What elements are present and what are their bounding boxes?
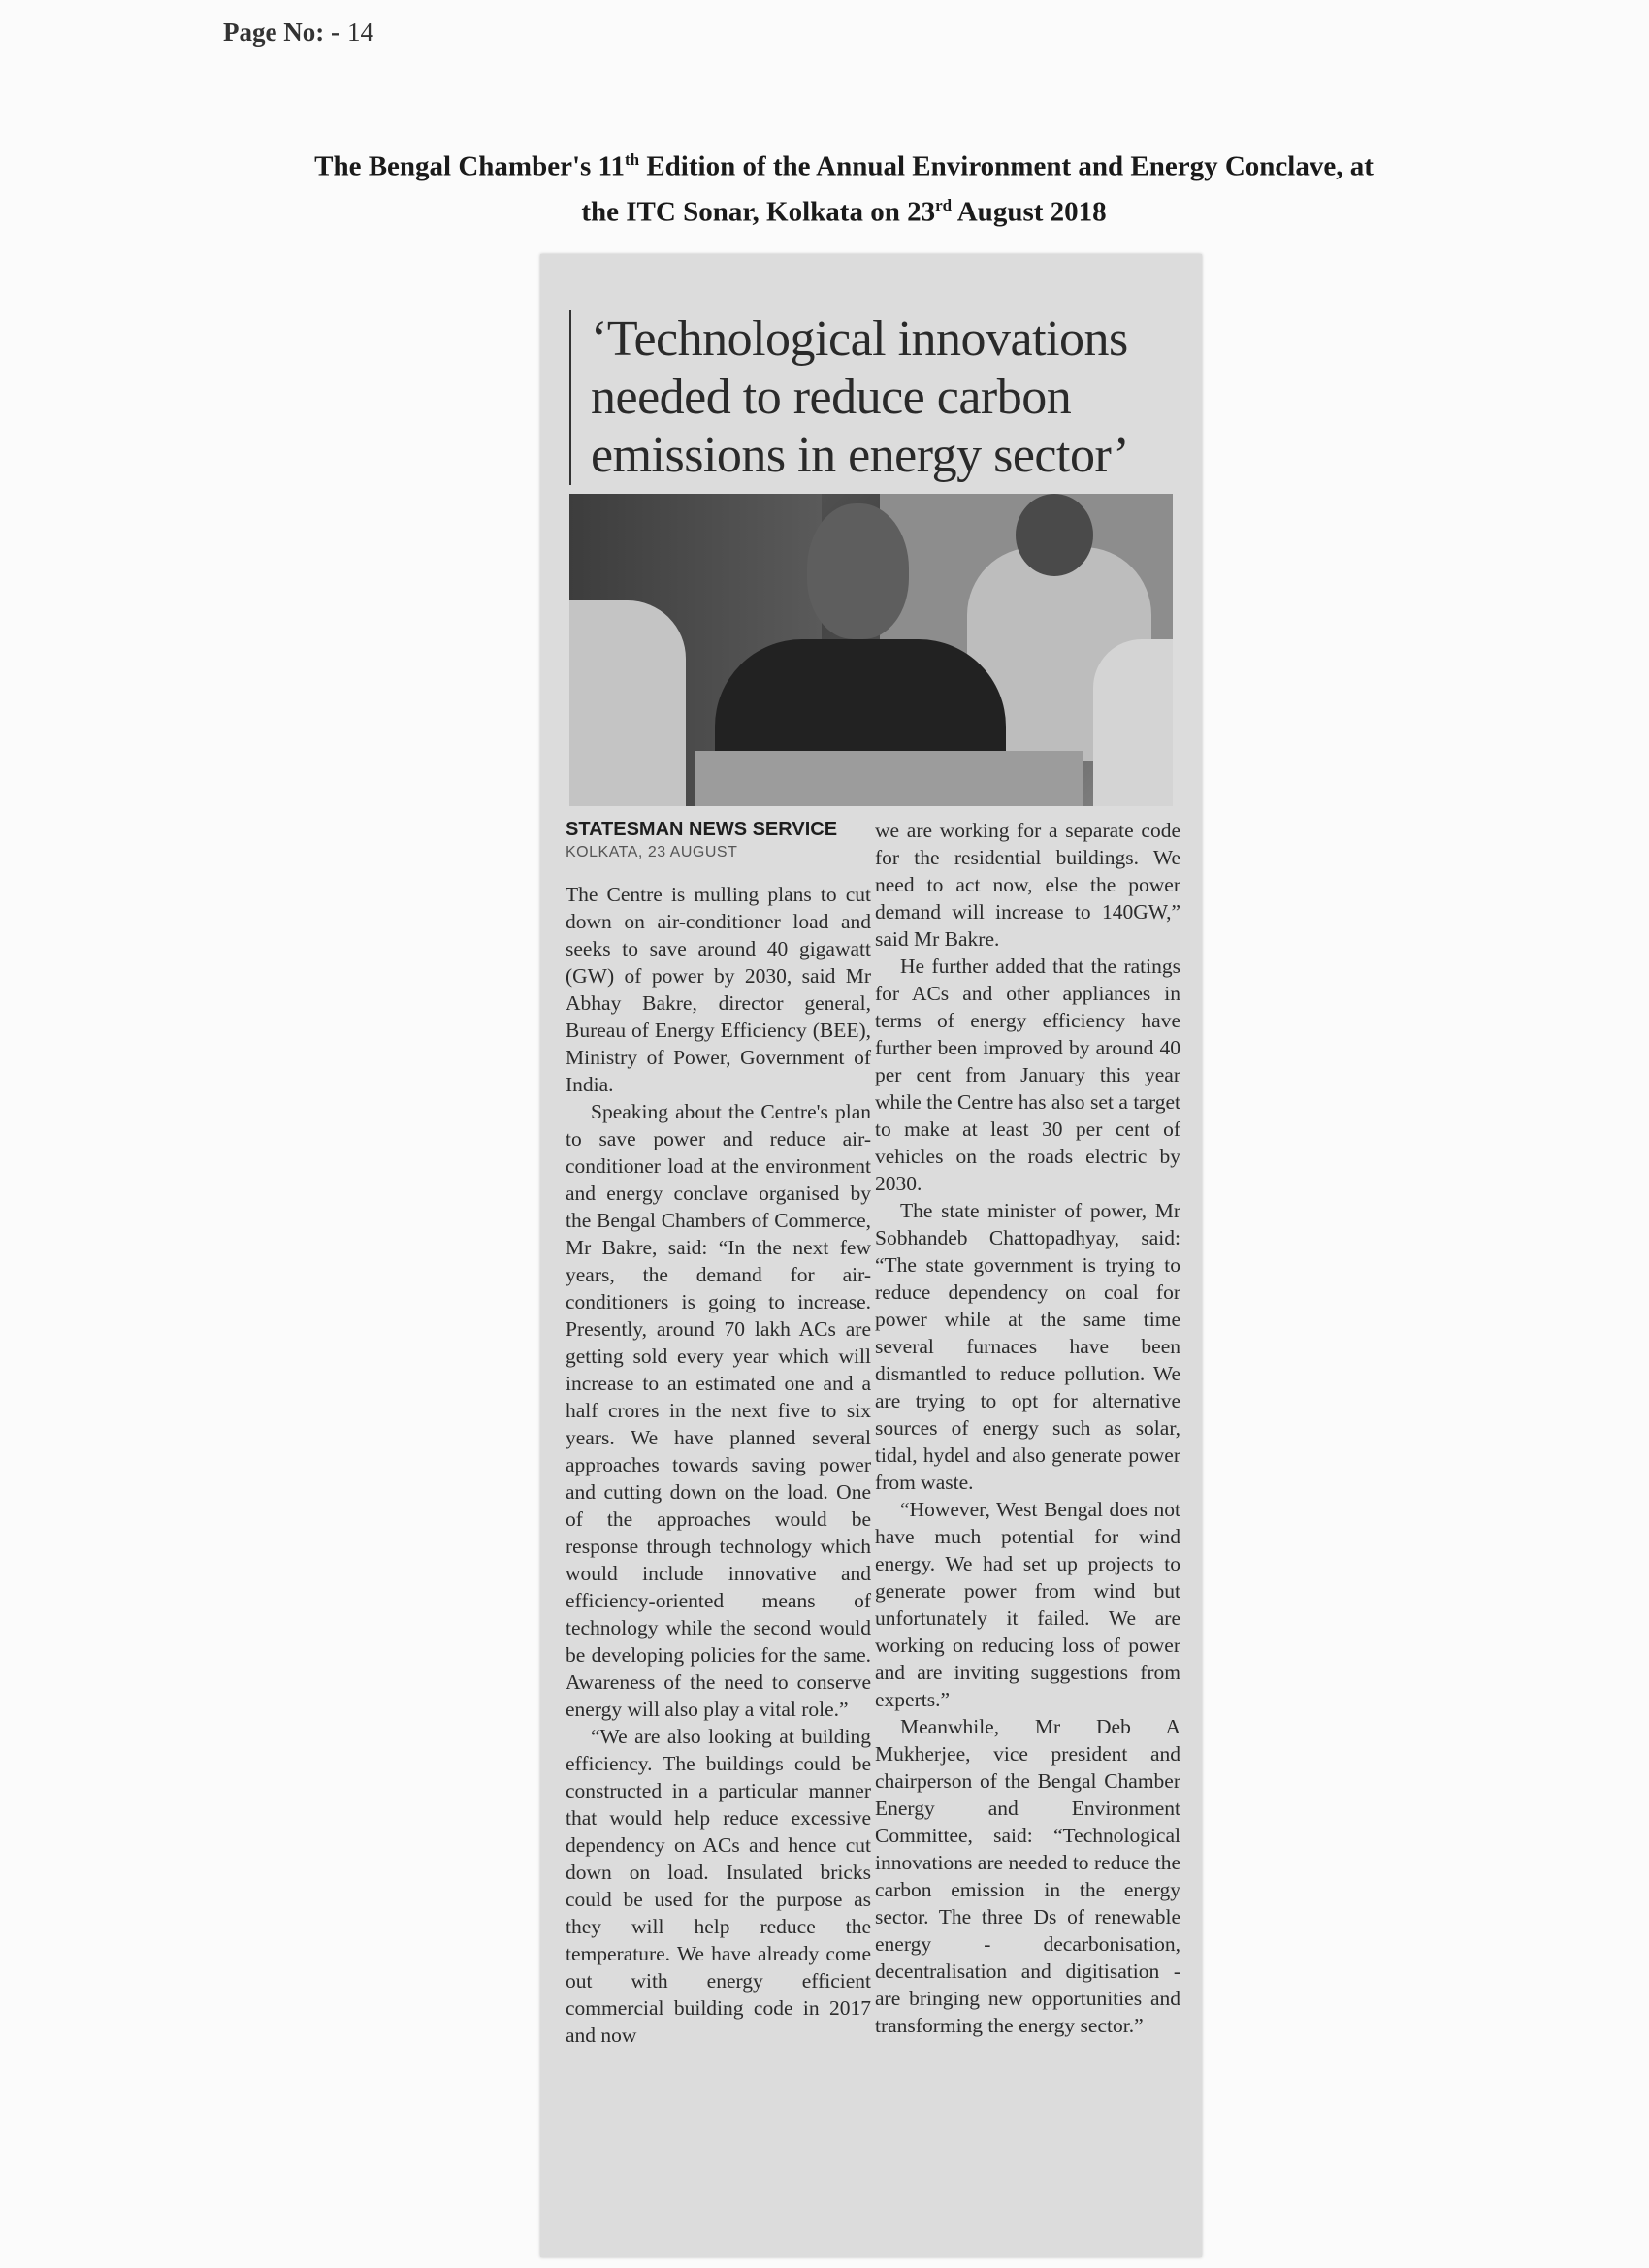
article-paragraph: The state minister of power, Mr Sobhandeb Chattopadhyay, said: “The state government is trying to reduce dependency on coal for power while at the same time several furnaces have been dismantled to reduce pollution. We are trying to opt for alternative sources of energy such as solar, tidal, hydel and also generate power from waste. [875,1199,1180,1494]
article-dateline: KOLKATA, 23 AUGUST [566,844,738,860]
photo-table [695,751,1083,806]
caption-text: August 2018 [952,196,1107,228]
newspaper-clipping [540,254,1202,2257]
page-number [223,17,373,48]
photo-person-left [569,600,686,806]
caption-text: the ITC Sonar, Kolkata on 23 [581,196,936,228]
article-byline: STATESMAN NEWS SERVICE [566,819,838,840]
clipping-caption-line-1 [146,141,1542,186]
article-paragraph: The Centre is mulling plans to cut down on air-conditioner load and seeks to save around 40 gigawatt (GW) of power by 2030, said Mr Abhay Bakre, director general, Bureau of Energy Efficiency (BEE), Ministry of Power, Government of India. [566,883,871,1096]
photo-person-background-head [1016,494,1093,576]
article-column-right [875,817,1180,2039]
article-paragraph: He further added that the ratings for ACs and other appliances in terms of energy efficiency have further been improved by around 40 per cent from January this year while the Centre has also set a target to make at least 30 per cent of vehicles on the roads electric by 2030. [875,955,1180,1195]
page-number-value: 14 [346,17,373,47]
article-photo [569,494,1173,806]
caption-text: The Bengal Chamber's 11 [314,150,625,182]
photo-person-right [1093,639,1173,806]
article-paragraph: Speaking about the Centre's plan to save power and reduce air-conditioner load at the environment and energy conclave organised by the Bengal Chambers of Commerce, Mr Bakre, said: “In the next few years, the demand for air-conditioners is going to increase. Presently, around 70 lakh ACs are getting sold every year which will increase to an estimated one and a half crores in the next five to six years. We have planned several approaches towards saving power and cutting down on the load. One of the approaches would be response through technology which would include innovative and efficiency-oriented means of technology while the second would be developing policies for the same. Awareness of the need to conserve energy will also play a vital role.” [566,1100,871,1721]
photo-speaker-head [807,503,909,639]
clipping-caption-line-2 [146,186,1542,232]
clipping-caption [146,141,1542,231]
article-paragraph: “However, West Bengal does not have much potential for wind energy. We had set up projects to generate power from wind but unfortunately it failed. We are working on reducing loss of power and are inviting suggestions from experts.” [875,1498,1180,1711]
article-headline: ‘Technological innovations needed to reduce carbon emissions in energy sector’ [569,310,1202,485]
page-number-label: Page No: - [223,17,340,47]
article-column-left [566,817,871,2049]
caption-superscript: th [624,150,640,169]
article-paragraph: Meanwhile, Mr Deb A Mukherjee, vice president and chairperson of the Bengal Chamber Energy and Environment Committee, said: “Technological innovations are needed to reduce the carbon emission in the energy sector. The three Ds of renewable energy - decarbonisation, decentralisation and digitisation - are bringing new opportunities and transforming the energy sector.” [875,1715,1180,2037]
caption-superscript: rd [935,195,953,214]
article-paragraph: “We are also looking at building efficiency. The buildings could be constructed in a particular manner that would help reduce excessive dependency on ACs and hence cut down on load. Insulated bricks could be used for the purpose as they will help reduce the temperature. We have already come out with energy efficient commercial building code in 2017 and now [566,1725,871,2047]
article-paragraph: we are working for a separate code for the residential buildings. We need to act now, else the power demand will increase to 140GW,” said Mr Bakre. [875,819,1180,951]
caption-text: Edition of the Annual Environment and Energy Conclave, at [639,150,1374,182]
